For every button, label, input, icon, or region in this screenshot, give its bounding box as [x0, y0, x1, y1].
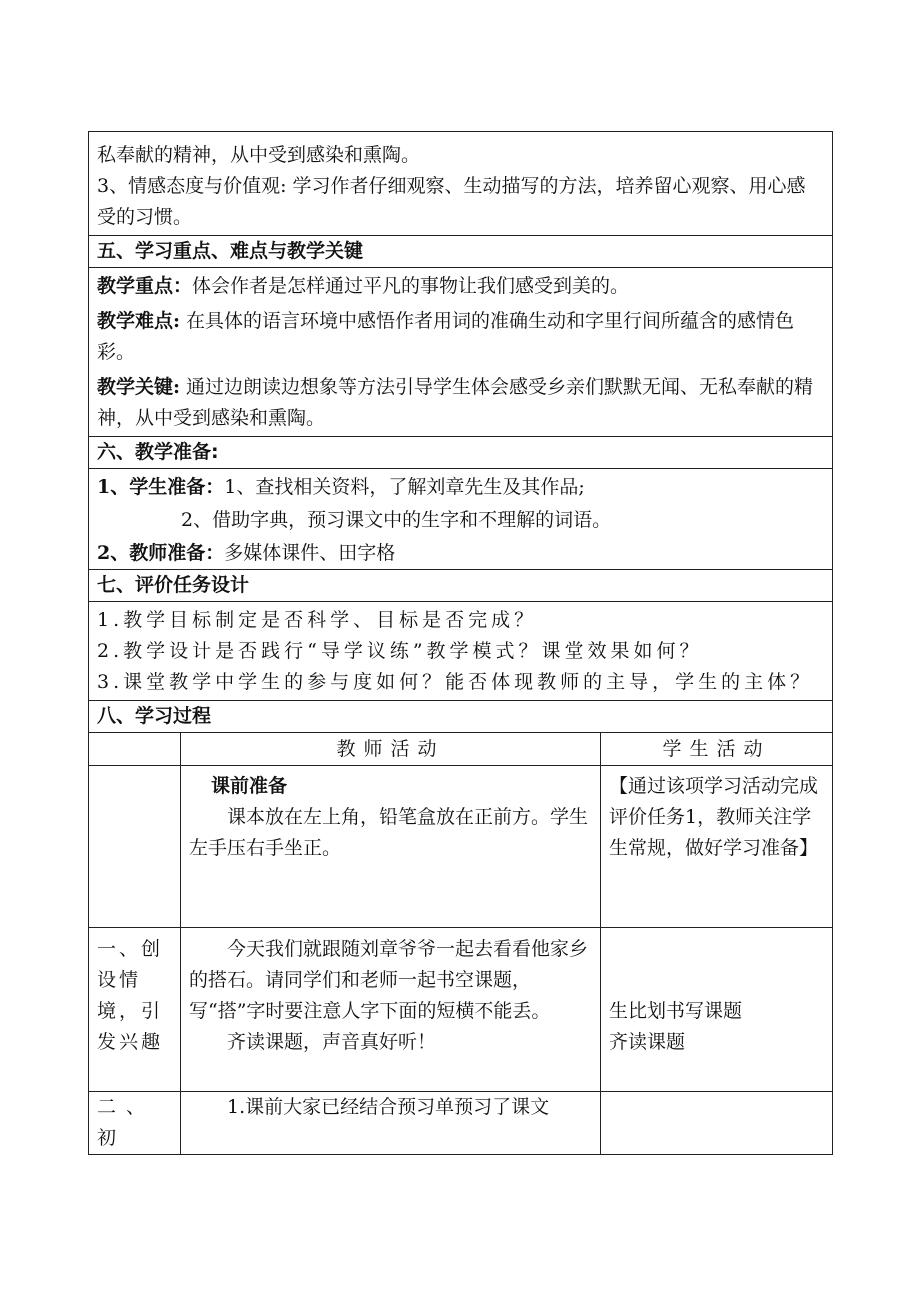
- section-6-heading: 六、教学准备:: [89, 437, 833, 469]
- objective-item-3: 3、情感态度与价值观: 学习作者仔细观察、生动描写的方法，培养留心观察、用心感受的习惯。: [97, 175, 806, 228]
- objective-line-continued: 私奉献的精神，从中受到感染和熏陶。: [97, 144, 421, 166]
- section-7-heading-row: [89, 570, 833, 602]
- stage-column-header: [89, 733, 181, 766]
- lesson-plan-table: [88, 131, 833, 1155]
- student-preparation: [97, 472, 824, 503]
- student-activity-header: 学生活动: [601, 733, 833, 766]
- stage-1-label: 一、创设情境，引发兴趣: [89, 928, 181, 1092]
- student-preparation-item-1: 1、查找相关资料，了解刘章先生及其作品;: [224, 476, 585, 498]
- section-7-heading: 七、评价任务设计: [89, 570, 833, 602]
- stage-1-student-line-1: 生比划书写课题: [609, 1000, 743, 1022]
- teaching-difficulty: [97, 306, 824, 368]
- teaching-crux-text: 通过边朗读边想象等方法引导学生体会感受乡亲们默默无闻、无私奉献的精神，从中受到感染和熏陶。: [97, 376, 814, 429]
- teaching-crux: [97, 372, 824, 434]
- process-stage-cell: [89, 766, 181, 928]
- stage-1-teacher-text: 今天我们就跟随刘章爷爷一起去看看他家乡的搭石。请同学们和老师一起书空课题，写“搭”字时要注意人字下面的短横不能丢。: [189, 938, 589, 1022]
- preparation-student-text: 【通过该项学习活动完成评价任务1，教师关注学生常规，做好学习准备】: [609, 775, 819, 859]
- stage-1-student-line-2: 齐读课题: [609, 1031, 686, 1053]
- section-6-heading-row: [89, 437, 833, 469]
- teacher-preparation: [97, 538, 824, 569]
- student-preparation-item-2: 2、借助字典，预习课文中的生字和不理解的词语。: [181, 509, 612, 531]
- lesson-plan-document: [88, 131, 832, 1155]
- evaluation-item-3: 3.课堂教学中学生的参与度如何？能否体现教师的主导，学生的主体？: [97, 671, 814, 693]
- section-5-heading: 五、学习重点、难点与教学关键: [89, 236, 833, 268]
- section-5-heading-row: [89, 236, 833, 268]
- teaching-difficulty-text: 在具体的语言环境中感悟作者用词的准确生动和字里行间所蕴含的感情色彩。: [97, 310, 795, 363]
- process-row-stage-1: [89, 928, 833, 1092]
- teaching-key-text: 体会作者是怎样通过平凡的事物让我们感受到美的。: [192, 275, 630, 297]
- section-5-body-row: [89, 268, 833, 437]
- section-6-body-row: [89, 469, 833, 570]
- teaching-key-label: 教学重点：: [97, 275, 193, 297]
- stage-2-label: 二、初: [89, 1092, 181, 1155]
- section-7-body-row: [89, 602, 833, 701]
- stage-2-teacher-text: 1.课前大家已经结合预习单预习了课文: [227, 1096, 550, 1118]
- preparation-title: 课前准备: [211, 775, 288, 797]
- process-row-stage-2: [89, 1092, 833, 1155]
- student-preparation-label: 1、学生准备：: [97, 476, 225, 498]
- teaching-difficulty-label: 教学难点:: [97, 310, 181, 332]
- evaluation-item-2: 2.教学设计是否践行“导学议练”教学模式？课堂效果如何？: [97, 640, 703, 662]
- teaching-crux-label: 教学关键:: [97, 376, 181, 398]
- teacher-preparation-text: 多媒体课件、田字格: [224, 542, 396, 564]
- section-8-heading-row: [89, 701, 833, 733]
- section-8-heading: 八、学习过程: [89, 701, 833, 733]
- teacher-activity-header: 教师活动: [181, 733, 601, 766]
- evaluation-item-1: 1.教学目标制定是否科学、目标是否完成？: [97, 609, 538, 631]
- teaching-key-point: [97, 271, 824, 302]
- preparation-teacher-text: 课本放在左上角，铅笔盒放在正前方。学生左手压右手坐正。: [189, 806, 589, 859]
- stage-1-teacher-text-2: 齐读课题，声音真好听！: [227, 1031, 437, 1053]
- process-column-header-row: [89, 733, 833, 766]
- teacher-preparation-label: 2、教师准备：: [97, 542, 225, 564]
- section-objectives-tail: [89, 132, 833, 236]
- process-row-preparation: [89, 766, 833, 928]
- stage-2-student-cell: [601, 1092, 833, 1155]
